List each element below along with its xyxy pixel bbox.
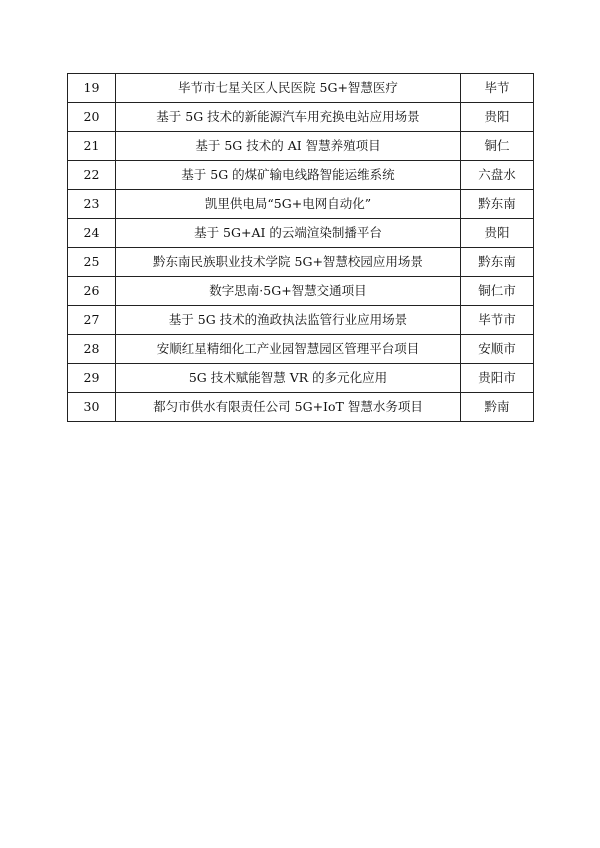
row-number: 23 <box>68 190 116 219</box>
project-name: 安顺红星精细化工产业园智慧园区管理平台项目 <box>116 335 461 364</box>
project-region: 铜仁市 <box>461 277 534 306</box>
project-region: 贵阳市 <box>461 364 534 393</box>
table-row <box>68 219 534 248</box>
project-name: 基于 5G 技术的 AI 智慧养殖项目 <box>116 132 461 161</box>
row-number: 30 <box>68 393 116 422</box>
project-name: 都匀市供水有限责任公司 5G+IoT 智慧水务项目 <box>116 393 461 422</box>
row-number: 29 <box>68 364 116 393</box>
row-number: 19 <box>68 74 116 103</box>
row-number: 24 <box>68 219 116 248</box>
project-name: 5G 技术赋能智慧 VR 的多元化应用 <box>116 364 461 393</box>
project-region: 贵阳 <box>461 103 534 132</box>
row-number: 27 <box>68 306 116 335</box>
table-row <box>68 74 534 103</box>
project-name: 凯里供电局“5G+电网自动化” <box>116 190 461 219</box>
row-number: 26 <box>68 277 116 306</box>
project-region: 黔南 <box>461 393 534 422</box>
project-region: 铜仁 <box>461 132 534 161</box>
project-region: 毕节市 <box>461 306 534 335</box>
row-number: 28 <box>68 335 116 364</box>
project-region: 毕节 <box>461 74 534 103</box>
table-row <box>68 393 534 422</box>
project-name: 毕节市七星关区人民医院 5G+智慧医疗 <box>116 74 461 103</box>
project-name: 黔东南民族职业技术学院 5G+智慧校园应用场景 <box>116 248 461 277</box>
table-row <box>68 364 534 393</box>
project-name: 数字思南·5G+智慧交通项目 <box>116 277 461 306</box>
table-row <box>68 132 534 161</box>
table-row <box>68 277 534 306</box>
row-number: 25 <box>68 248 116 277</box>
project-region: 六盘水 <box>461 161 534 190</box>
table-row <box>68 335 534 364</box>
table-row <box>68 306 534 335</box>
project-region: 黔东南 <box>461 190 534 219</box>
project-region: 黔东南 <box>461 248 534 277</box>
table-row <box>68 190 534 219</box>
row-number: 20 <box>68 103 116 132</box>
project-name: 基于 5G 技术的新能源汽车用充换电站应用场景 <box>116 103 461 132</box>
table-row <box>68 161 534 190</box>
table-row <box>68 103 534 132</box>
project-name: 基于 5G+AI 的云端渲染制播平台 <box>116 219 461 248</box>
project-table <box>67 73 534 422</box>
row-number: 21 <box>68 132 116 161</box>
project-name: 基于 5G 的煤矿输电线路智能运维系统 <box>116 161 461 190</box>
project-region: 贵阳 <box>461 219 534 248</box>
project-name: 基于 5G 技术的渔政执法监管行业应用场景 <box>116 306 461 335</box>
row-number: 22 <box>68 161 116 190</box>
table-row <box>68 248 534 277</box>
project-region: 安顺市 <box>461 335 534 364</box>
